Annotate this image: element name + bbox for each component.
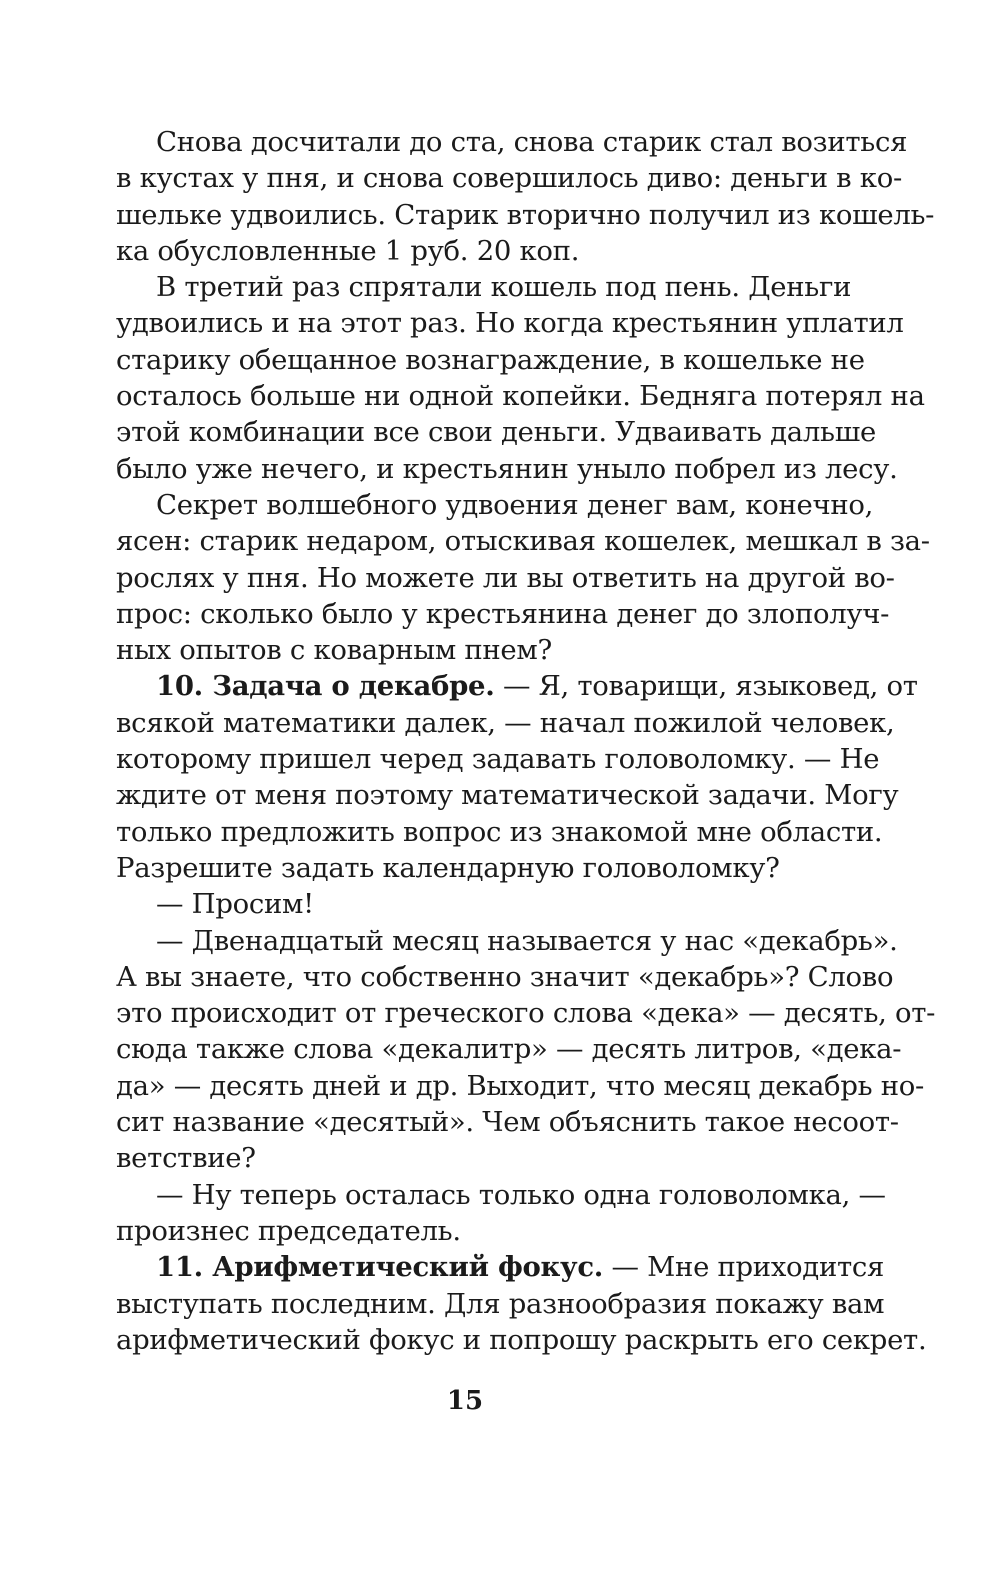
text-line: было уже нечего, и крестьянин уныло побрел из лесу. (116, 452, 898, 485)
text-line: шельке удвоились. Старик вторично получил из кошель- (116, 198, 935, 231)
text-line: ждите от меня поэтому математической задачи. Могу (116, 779, 899, 812)
text-line: ветствие? (116, 1142, 256, 1175)
text-line: Секрет волшебного удвоения денег вам, конечно, (156, 488, 874, 521)
text-line: А вы знаете, что собственно значит «декабрь»? Слово (116, 960, 894, 993)
text-line: в кустах у пня, и снова совершилось диво: деньги в ко- (116, 162, 902, 195)
text-line: ных опытов с коварным пнем? (116, 634, 552, 667)
text-line (116, 668, 918, 704)
text-line: всякой математики далек, — начал пожилой человек, (116, 706, 895, 739)
problem-heading: 10. Задача о декабре. (156, 670, 495, 703)
text-line: ка обусловленные 1 руб. 20 коп. (116, 234, 580, 267)
text-line: произнес председатель. (116, 1214, 461, 1247)
text-line: этой комбинации все свои деньги. Удваивать дальше (116, 416, 876, 449)
text-line: старику обещанное вознаграждение, в кошельке не (116, 343, 865, 376)
text-line: осталось больше ни одной копейки. Бедняга потерял на (116, 380, 925, 413)
text-line: только предложить вопрос из знакомой мне области. (116, 815, 883, 848)
text-line: ясен: старик недаром, отыскивая кошелек, мешкал в за- (116, 525, 930, 558)
text-line: рослях у пня. Но можете ли вы ответить на другой во- (116, 561, 895, 594)
problem-heading: 11. Арифметический фокус. (156, 1251, 604, 1284)
text-line: Разрешите задать календарную головоломку? (116, 851, 780, 884)
text-line: да» — десять дней и др. Выходит, что месяц декабрь но- (116, 1069, 925, 1102)
text-line: это происходит от греческого слова «дека» — десять, от- (116, 997, 936, 1030)
text-line: В третий раз спрятали кошель под пень. Деньги (156, 271, 852, 304)
text-line: удвоились и на этот раз. Но когда крестьянин уплатил (116, 307, 904, 340)
body-text (116, 124, 936, 1358)
text-line (116, 1249, 885, 1285)
text-line: Снова досчитали до ста, снова старик стал возиться (156, 126, 908, 158)
text-line: арифметический фокус и попрошу раскрыть его секрет. (116, 1323, 927, 1356)
text-line: сит название «десятый». Чем объяснить такое несоот- (116, 1106, 899, 1139)
text-line: — Двенадцатый месяц называется у нас «декабрь». (156, 924, 898, 957)
text-line-rest: — Я, товарищи, языковед, от (494, 670, 918, 703)
page-number: 15 (446, 1386, 484, 1416)
text-line: сюда также слова «декалитр» — десять литров, «дека- (116, 1033, 902, 1066)
text-line: которому пришел черед задавать головоломку. — Не (116, 743, 880, 776)
text-line: прос: сколько было у крестьянина денег до злополуч- (116, 597, 890, 630)
text-line-rest: — Мне приходится (603, 1251, 885, 1284)
text-line: — Просим! (156, 888, 314, 921)
text-line: — Ну теперь осталась только одна головоломка, — (156, 1178, 886, 1211)
text-line: выступать последним. Для разнообразия покажу вам (116, 1287, 885, 1320)
